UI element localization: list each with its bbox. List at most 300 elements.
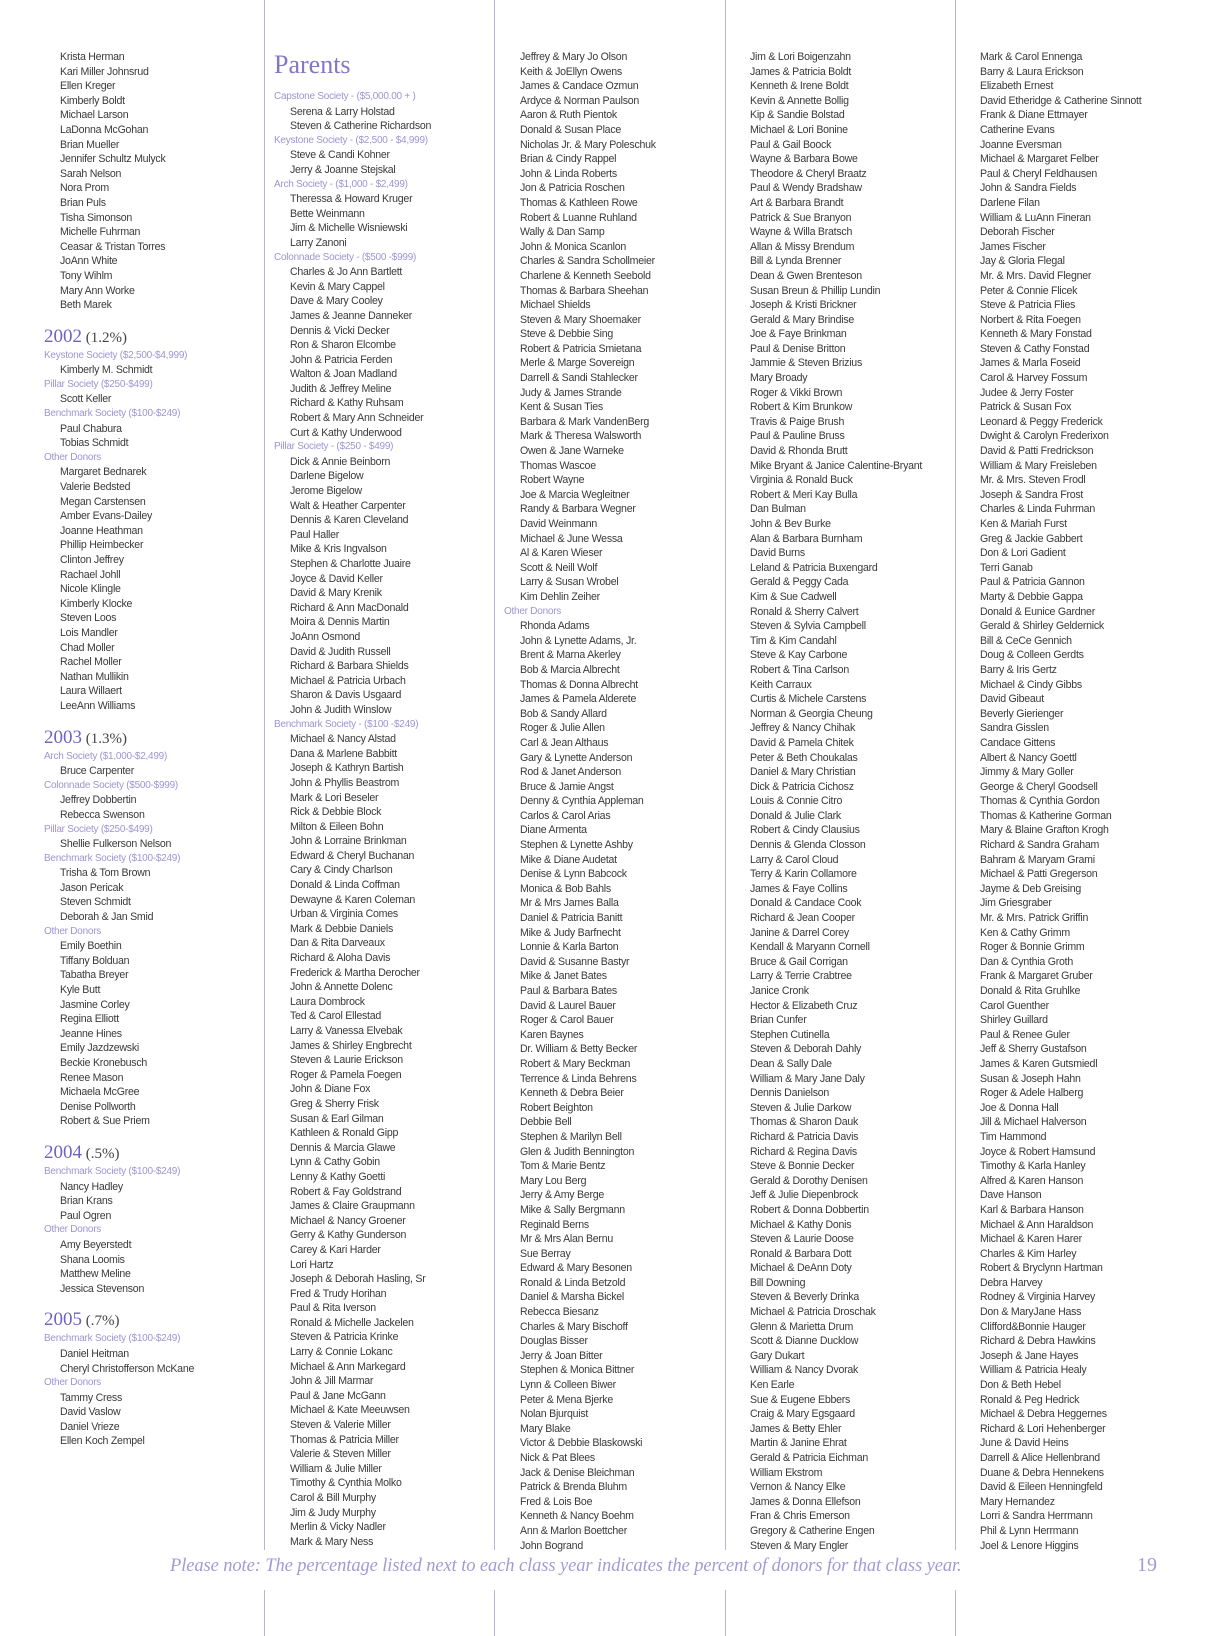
donor-name: Kimberly M. Schmidt <box>60 364 153 377</box>
donor-name: Mark & Lori Beseler <box>290 791 379 804</box>
donor-name: Jim & Michelle Wisniewski <box>290 222 408 235</box>
donor-name: Robert & Mary Beckman <box>520 1057 631 1070</box>
donor-name: Susan Breun & Phillip Lundin <box>750 284 881 297</box>
class-year: 2002 <box>44 325 82 347</box>
donor-name: Kimberly Boldt <box>60 94 125 107</box>
donor-name: Jeffrey Dobbertin <box>60 794 137 807</box>
donor-name: Steven & Laurie Doose <box>750 1233 854 1246</box>
donor-name: Rebecca Biesanz <box>520 1306 599 1319</box>
donor-name: Steven Loos <box>60 612 117 625</box>
donor-name: Michael & Kate Meeuwsen <box>290 1404 410 1417</box>
donor-name: Lynn & Cathy Gobin <box>290 1156 380 1169</box>
society-label: Pillar Society ($250-$499) <box>44 823 153 835</box>
donor-name: Rhonda Adams <box>520 620 590 633</box>
donor-name: Norman & Georgia Cheung <box>750 707 873 720</box>
donor-name: Norbert & Rita Foegen <box>980 313 1081 326</box>
donor-name: Nick & Pat Blees <box>520 1452 595 1464</box>
donor-name: Jeanne Hines <box>60 1027 122 1040</box>
donor-name: Robert & Cindy Clausius <box>750 824 860 837</box>
society-label: Pillar Society - ($250 - $499) <box>274 441 394 453</box>
donor-name: Jon & Patricia Roschen <box>520 182 625 195</box>
donor-name: John Bogrand <box>520 1539 583 1552</box>
donor-name: Laura Willaert <box>60 685 122 698</box>
donor-name: Michelle Fuhrman <box>60 226 141 239</box>
donor-name: Gerald & Shirley Geldernick <box>980 620 1104 633</box>
donor-name: William & LuAnn Fineran <box>980 211 1091 224</box>
donor-name: Carlos & Carol Arias <box>520 809 611 822</box>
donor-name: James & Shirley Engbrecht <box>290 1039 412 1052</box>
donor-name: James & Candace Ozmun <box>520 80 639 93</box>
donor-name: Barbara & Mark VandenBerg <box>520 415 649 428</box>
donor-name: Ken & Mariah Furst <box>980 518 1067 530</box>
donor-name: Bruce Carpenter <box>60 765 134 778</box>
donor-percentage: (1.2%) <box>82 329 127 346</box>
donor-name: Steven & Cathy Fonstad <box>980 342 1090 355</box>
donor-name: David & Patti Fredrickson <box>980 445 1094 458</box>
donor-name: John & Judith Winslow <box>290 703 392 716</box>
donor-name: William & Nancy Dvorak <box>750 1364 859 1377</box>
donor-name: Steven Schmidt <box>60 896 131 909</box>
donor-name: Gerald & Dorothy Denisen <box>750 1174 868 1187</box>
donor-name: Charles & Linda Fuhrman <box>980 503 1095 516</box>
class-year: 2005 <box>44 1309 82 1331</box>
donor-name: Michael & Patricia Droschak <box>750 1306 876 1319</box>
donor-name: Marty & Debbie Gappa <box>980 590 1083 603</box>
donor-name: Jayme & Deb Greising <box>980 882 1081 895</box>
donor-name: William & Patricia Healy <box>980 1364 1087 1377</box>
donor-name: Merlin & Vicky Nadler <box>290 1521 386 1534</box>
footnote: Please note: The percentage listed next to each class year indicates the percent of donors for that class year. <box>170 1556 962 1576</box>
donor-name: Paul Ogren <box>60 1209 112 1222</box>
donor-name: Ted & Carol Ellestad <box>290 1010 381 1023</box>
section-heading: Parents <box>274 50 351 79</box>
donor-name: Sue Berray <box>520 1247 571 1260</box>
donor-name: Shellie Fulkerson Nelson <box>60 838 172 851</box>
donor-name: Stephen & Monica Bittner <box>520 1364 635 1377</box>
donor-name: Robert & Meri Kay Bulla <box>750 488 858 501</box>
donor-name: Larry & Vanessa Elvebak <box>290 1025 403 1037</box>
donor-name: Ronald & Michelle Jackelen <box>290 1316 414 1329</box>
donor-name: David & Rhonda Brutt <box>750 445 848 458</box>
donor-name: Kim & Sue Cadwell <box>750 590 837 603</box>
donor-name: Jim & Judy Murphy <box>290 1506 376 1519</box>
donor-name: John & Monica Scanlon <box>520 240 627 253</box>
donor-name: Dwight & Carolyn Frederixon <box>980 430 1109 443</box>
donor-name: Doug & Colleen Gerdts <box>980 649 1084 662</box>
donor-name: Donald & Susan Place <box>520 123 622 136</box>
donor-name: Ceasar & Tristan Torres <box>60 240 166 253</box>
donor-name: Susan & Earl Gilman <box>290 1112 384 1125</box>
donor-name: Curt & Kathy Underwood <box>290 426 402 439</box>
donor-name: Steven & Mary Shoemaker <box>520 313 641 326</box>
donor-name: Mary Lou Berg <box>520 1174 587 1187</box>
donor-name: Terrence & Linda Behrens <box>520 1072 637 1085</box>
society-label: Colonnade Society ($500-$999) <box>44 779 178 791</box>
donor-name: Brian & Cindy Rappel <box>520 153 617 166</box>
donor-name: Steve & Patricia Flies <box>980 299 1076 312</box>
donor-name: Candace Gittens <box>980 736 1056 749</box>
donor-name: James & Faye Collins <box>750 882 848 895</box>
donor-name: Douglas Bisser <box>520 1335 588 1348</box>
donor-name: Rebecca Swenson <box>60 808 145 821</box>
donor-name: Robert Beighton <box>520 1101 593 1114</box>
donor-name: Mary Ann Worke <box>60 284 135 297</box>
donor-name: Denise & Lynn Babcock <box>520 868 627 881</box>
donor-name: Deborah Fischer <box>980 226 1055 239</box>
donor-name: Kent & Susan Ties <box>520 401 603 414</box>
donor-name: Mark & Theresa Walsworth <box>520 430 642 443</box>
donor-name: Shana Loomis <box>60 1253 125 1266</box>
donor-name: Phillip Heimbecker <box>60 539 144 552</box>
donor-name: Steve & Debbie Sing <box>520 328 614 341</box>
donor-name: Lenny & Kathy Goetti <box>290 1170 386 1183</box>
donor-name: John & Phyllis Beastrom <box>290 776 400 789</box>
society-label: Colonnade Society - ($500 -$999) <box>274 251 417 263</box>
donor-name: Tony Wihlm <box>60 269 113 282</box>
donor-name: Jasmine Corley <box>60 998 130 1011</box>
donor-name: Bob & Marcia Albrecht <box>520 663 620 676</box>
donor-name: Robert & Donna Dobbertin <box>750 1203 869 1216</box>
donor-name: Darrell & Alice Hellenbrand <box>980 1452 1100 1464</box>
donor-name: Donald & Julie Clark <box>750 809 841 822</box>
donor-name: Patrick & Susan Fox <box>980 401 1072 414</box>
donor-name: David Weinmann <box>520 518 597 530</box>
donor-name: Steve & Bonnie Decker <box>750 1160 855 1173</box>
donor-name: Megan Carstensen <box>60 495 146 508</box>
donor-name: Richard & Barbara Shields <box>290 660 409 673</box>
donor-name: John & Patricia Ferden <box>290 353 393 366</box>
donor-name: JoAnn White <box>60 255 118 268</box>
donor-name: Lonnie & Karla Barton <box>520 941 619 954</box>
donor-name: John & Lynette Adams, Jr. <box>520 634 637 647</box>
donor-name: Greg & Sherry Frisk <box>290 1097 379 1110</box>
society-label: Keystone Society - ($2,500 - $4,999) <box>274 134 428 146</box>
donor-name: Mike & Kris Ingvalson <box>290 543 387 556</box>
donor-name: Don & MaryJane Hass <box>980 1306 1082 1319</box>
donor-name: Virginia & Ronald Buck <box>750 474 853 487</box>
donor-name: Louis & Connie Citro <box>750 795 843 808</box>
donor-name: Thomas & Katherine Gorman <box>980 809 1112 822</box>
society-label: Benchmark Society ($100-$249) <box>44 1333 181 1345</box>
donor-name: John & Diane Fox <box>290 1083 371 1096</box>
donor-name: LeeAnn Williams <box>60 699 136 712</box>
donor-name: Paul & Cheryl Feldhausen <box>980 167 1098 180</box>
donor-name: Vernon & Nancy Elke <box>750 1481 846 1494</box>
donor-name: Bruce & Gail Corrigan <box>750 955 848 968</box>
donor-name: Paul & Patricia Gannon <box>980 576 1085 589</box>
donor-name: Brian Cunfer <box>750 1014 807 1027</box>
donor-name: Joseph & Kathryn Bartish <box>290 762 404 775</box>
donor-name: Paul & Barbara Bates <box>520 985 617 997</box>
donor-name: Kenneth & Mary Fonstad <box>980 328 1092 341</box>
donor-name: Leland & Patricia Buxengard <box>750 561 878 574</box>
donor-name: Catherine Evans <box>980 123 1055 136</box>
donor-name: Kevin & Mary Cappel <box>290 280 385 293</box>
donor-name: Frank & Margaret Gruber <box>980 970 1093 983</box>
donor-name: Ellen Kreger <box>60 80 116 93</box>
donor-name: Larry & Connie Lokanc <box>290 1346 393 1359</box>
donor-name: Daniel & Mary Christian <box>750 766 856 779</box>
donor-name: Valerie Bedsted <box>60 481 131 494</box>
donor-name: Greg & Jackie Gabbert <box>980 532 1083 545</box>
donor-name: Roger & Carol Bauer <box>520 1014 614 1027</box>
donor-name: Daniel Heitman <box>60 1347 129 1360</box>
donor-name: Walt & Heather Carpenter <box>290 499 406 512</box>
donor-name: Joanne Heathman <box>60 524 143 537</box>
donor-name: David Etheridge & Catherine Sinnott <box>980 94 1142 107</box>
donor-name: James & Claire Graupmann <box>290 1200 415 1213</box>
donor-name: Nolan Bjurquist <box>520 1408 589 1421</box>
donor-name: June & David Heins <box>980 1437 1069 1450</box>
donor-name: Richard & Aloha Davis <box>290 952 391 965</box>
donor-name: Mike & Judy Barfnecht <box>520 926 621 939</box>
donor-name: Michael & Margaret Felber <box>980 153 1099 166</box>
donor-name: John & Sandra Fields <box>980 182 1077 195</box>
donor-name: Tabatha Breyer <box>60 969 129 982</box>
donor-name: Paul & Pauline Bruss <box>750 430 845 443</box>
donor-name: Scott Keller <box>60 393 112 406</box>
donor-name: Kenneth & Nancy Boehm <box>520 1510 634 1523</box>
donor-name: Gregory & Catherine Engen <box>750 1524 875 1537</box>
donor-name: Michael & Karen Harer <box>980 1233 1082 1246</box>
donor-name: Mr. & Mrs. Patrick Griffin <box>980 912 1089 925</box>
donor-name: Joseph & Jane Hayes <box>980 1349 1079 1362</box>
donor-name: Karl & Barbara Hanson <box>980 1203 1084 1216</box>
class-year-heading <box>44 727 269 750</box>
donor-name: JoAnn Osmond <box>290 630 361 643</box>
donor-name: Mark & Debbie Daniels <box>290 922 394 935</box>
donor-name: Emily Jazdzewski <box>60 1042 140 1055</box>
donor-name: Jeff & Sherry Gustafson <box>980 1043 1087 1056</box>
donor-name: Thomas & Patricia Miller <box>290 1433 399 1446</box>
donor-name: Timothy & Karla Hanley <box>980 1160 1086 1173</box>
donor-name: Elizabeth Ernest <box>980 80 1054 93</box>
donor-name: Ronald & Barbara Dott <box>750 1247 852 1260</box>
donor-name: Michael & Lori Bonine <box>750 123 848 136</box>
donor-name: Beth Marek <box>60 299 112 312</box>
donor-name: Denise Pollworth <box>60 1100 136 1113</box>
class-year-heading <box>44 1309 269 1332</box>
society-label: Capstone Society - ($5,000.00 + ) <box>274 91 416 102</box>
donor-name: Lorri & Sandra Herrmann <box>980 1510 1093 1523</box>
donor-name: Charlene & Kenneth Seebold <box>520 269 651 282</box>
society-label: Other Donors <box>504 605 562 617</box>
donor-name: Scott & Neill Wolf <box>520 561 598 574</box>
donor-name: Judith & Jeffrey Meline <box>290 382 392 395</box>
donor-name: Steven & Valerie Miller <box>290 1419 391 1432</box>
donor-name: Michael & Ann Markegard <box>290 1360 406 1373</box>
donor-name: Brian Krans <box>60 1195 113 1208</box>
donor-name: William Ekstrom <box>750 1466 823 1479</box>
donor-name: Thomas & Cynthia Gordon <box>980 795 1100 808</box>
donor-name: Mary & Blaine Grafton Krogh <box>980 824 1109 837</box>
donor-name: George & Cheryl Goodsell <box>980 780 1098 793</box>
donor-column-3 <box>504 50 729 1553</box>
donor-name: Roger & Julie Allen <box>520 722 605 735</box>
donor-name: Jimmy & Mary Goller <box>980 766 1074 779</box>
donor-name: Aaron & Ruth Pientok <box>520 109 617 122</box>
donor-name: Jill & Michael Halverson <box>980 1116 1087 1129</box>
donor-name: Dr. William & Betty Becker <box>520 1043 638 1056</box>
donor-name: Amber Evans-Dailey <box>60 510 153 523</box>
donor-name: David & Judith Russell <box>290 645 391 658</box>
donor-name: Robert & Sue Priem <box>60 1115 150 1128</box>
donor-name: Daniel & Patricia Banitt <box>520 912 623 925</box>
donor-name: Richard & Sandra Graham <box>980 839 1100 852</box>
donor-name: Art & Barbara Brandt <box>750 196 844 209</box>
donor-name: Dick & Patricia Cichosz <box>750 780 854 793</box>
donor-name: Lois Mandler <box>60 626 118 639</box>
donor-name: Carl & Jean Althaus <box>520 736 609 749</box>
donor-name: Michael & DeAnn Doty <box>750 1262 852 1275</box>
donor-name: Bill & Lynda Brenner <box>750 255 842 268</box>
donor-name: Richard & Patricia Davis <box>750 1130 859 1143</box>
donor-name: James & Patricia Boldt <box>750 65 852 78</box>
donor-name: Lori Hartz <box>290 1258 334 1271</box>
column-divider <box>264 1590 265 1636</box>
donor-name: Robert & Fay Goldstrand <box>290 1185 402 1198</box>
donor-name: David & Pamela Chitek <box>750 736 854 749</box>
donor-name: Glen & Judith Bennington <box>520 1145 635 1158</box>
donor-name: Reginald Berns <box>520 1218 589 1231</box>
society-label: Pillar Society ($250-$499) <box>44 378 153 390</box>
donor-name: Charles & Kim Harley <box>980 1247 1077 1260</box>
donor-name: John & Jill Marmar <box>290 1375 374 1388</box>
donor-name: Denny & Cynthia Appleman <box>520 795 644 808</box>
donor-name: Victor & Debbie Blaskowski <box>520 1437 643 1450</box>
donor-name: Judee & Jerry Foster <box>980 386 1074 399</box>
donor-name: Curtis & Michele Carstens <box>750 693 867 706</box>
donor-name: Larry & Terrie Crabtree <box>750 970 852 983</box>
donor-name: Travis & Paige Brush <box>750 415 845 428</box>
donor-name: Michaela McGree <box>60 1086 140 1099</box>
column-divider <box>955 1590 956 1636</box>
donor-name: Scott & Dianne Ducklow <box>750 1335 859 1348</box>
donor-name: Sarah Nelson <box>60 167 122 180</box>
donor-name: Margaret Bednarek <box>60 466 147 479</box>
donor-name: Charles & Mary Bischoff <box>520 1320 628 1333</box>
donor-name: Steve & Kay Carbone <box>750 649 848 662</box>
donor-name: Theodore & Cheryl Braatz <box>750 167 867 180</box>
donor-name: Terry & Karin Collamore <box>750 868 857 881</box>
donor-name: Darrell & Sandi Stahlecker <box>520 372 638 385</box>
donor-name: Gerald & Patricia Eichman <box>750 1452 868 1464</box>
donor-name: Joseph & Kristi Brickner <box>750 299 857 312</box>
donor-name: James & Jeanne Danneker <box>290 309 413 322</box>
donor-name: Alan & Barbara Burnham <box>750 532 863 545</box>
donor-name: Ronald & Linda Betzold <box>520 1276 626 1289</box>
donor-name: Steve & Candi Kohner <box>290 149 390 162</box>
donor-name: Debra Harvey <box>980 1276 1043 1289</box>
donor-name: Leonard & Peggy Frederick <box>980 415 1103 428</box>
donor-name: Albert & Nancy Goettl <box>980 751 1077 764</box>
donor-name: Steven & Deborah Dahly <box>750 1043 862 1056</box>
donor-name: Wally & Dan Samp <box>520 226 605 239</box>
donor-name: Edward & Cheryl Buchanan <box>290 849 415 862</box>
donor-name: Cheryl Christofferson McKane <box>60 1362 195 1375</box>
donor-name: Phil & Lynn Herrmann <box>980 1524 1079 1537</box>
page-number: 19 <box>1137 1554 1157 1576</box>
donor-name: John & Lorraine Brinkman <box>290 835 407 848</box>
donor-name: Stephen & Lynette Ashby <box>520 839 633 852</box>
donor-name: Joyce & Robert Hamsund <box>980 1145 1096 1158</box>
donor-name: Roger & Bonnie Grimm <box>980 941 1085 954</box>
donor-name: Jim Griesgraber <box>980 897 1052 910</box>
donor-name: Joe & Marcia Wegleitner <box>520 488 630 501</box>
donor-name: Gerald & Mary Brindise <box>750 313 855 326</box>
donor-name: Daniel & Marsha Bickel <box>520 1291 625 1304</box>
donor-name: Martin & Janine Ehrat <box>750 1437 847 1450</box>
donor-name: Moira & Dennis Martin <box>290 616 390 629</box>
donor-name: Michael & Nancy Alstad <box>290 733 396 746</box>
society-label: Other Donors <box>44 451 102 463</box>
donor-name: Brian Puls <box>60 196 106 209</box>
donor-name: Deborah & Jan Smid <box>60 911 154 924</box>
donor-name: Nora Prom <box>60 182 109 195</box>
donor-name: Barry & Laura Erickson <box>980 65 1084 78</box>
donor-column-2 <box>274 50 499 1549</box>
donor-name: Peter & Beth Choukalas <box>750 751 858 764</box>
donor-name: Charles & Jo Ann Bartlett <box>290 266 403 279</box>
donor-name: Michael & Nancy Groener <box>290 1214 406 1227</box>
class-year: 2003 <box>44 726 82 748</box>
donor-name: Robert & Mary Ann Schneider <box>290 412 424 425</box>
donor-name: Shirley Guillard <box>980 1014 1048 1027</box>
donor-name: Karen Baynes <box>520 1028 584 1041</box>
donor-name: Barry & Iris Gertz <box>980 663 1057 676</box>
donor-name: David & Eileen Henningfeld <box>980 1481 1103 1494</box>
donor-name: Mark & Mary Ness <box>290 1535 374 1548</box>
donor-name: Thomas & Donna Albrecht <box>520 678 638 691</box>
donor-name: Hector & Elizabeth Cruz <box>750 999 858 1012</box>
donor-name: Robert & Luanne Ruhland <box>520 211 637 224</box>
donor-name: Mark & Carol Ennenga <box>980 51 1083 63</box>
donor-name: Valerie & Steven Miller <box>290 1448 391 1461</box>
donor-name: Monica & Bob Bahls <box>520 882 611 895</box>
donor-name: Terri Ganab <box>980 561 1033 574</box>
donor-name: Mike Bryant & Janice Calentine-Bryant <box>750 459 923 472</box>
donor-name: Nicole Klingle <box>60 583 121 596</box>
donor-name: Steven & Sylvia Campbell <box>750 620 866 633</box>
donor-name: Jerry & Joan Bitter <box>520 1349 603 1362</box>
donor-name: Michael & June Wessa <box>520 532 623 545</box>
donor-name: Jay & Gloria Flegal <box>980 255 1065 268</box>
donor-name: Dave Hanson <box>980 1189 1042 1202</box>
donor-name: Steven & Patricia Krinke <box>290 1331 399 1344</box>
donor-name: Clinton Jeffrey <box>60 554 124 566</box>
donor-name: Robert & Tina Carlson <box>750 663 849 676</box>
donor-name: Paul & Renee Guler <box>980 1028 1070 1041</box>
donor-name: LaDonna McGohan <box>60 123 149 136</box>
donor-name: Mike & Sally Bergmann <box>520 1203 625 1216</box>
donor-name: Glenn & Marietta Drum <box>750 1320 854 1333</box>
donor-name: Robert Wayne <box>520 474 585 487</box>
donor-name: Dean & Gwen Brenteson <box>750 269 862 282</box>
donor-name: Jeffrey & Mary Jo Olson <box>520 51 628 63</box>
donor-name: James & Betty Ehler <box>750 1422 842 1435</box>
donor-name: Dean & Sally Dale <box>750 1057 832 1070</box>
donor-name: Donald & Linda Coffman <box>290 879 400 892</box>
donor-percentage: (.7%) <box>82 1313 120 1330</box>
donor-name: Jerry & Joanne Stejskal <box>290 163 396 176</box>
donor-name: Merle & Marge Sovereign <box>520 357 635 370</box>
donor-name: Beverly Gierienger <box>980 707 1064 720</box>
donor-name: Amy Beyerstedt <box>60 1238 132 1251</box>
donor-name: Dennis & Vicki Decker <box>290 324 390 337</box>
donor-name: Roger & Vikki Brown <box>750 386 843 399</box>
donor-name: Mary Hernandez <box>980 1495 1055 1508</box>
column-divider <box>494 1590 495 1636</box>
